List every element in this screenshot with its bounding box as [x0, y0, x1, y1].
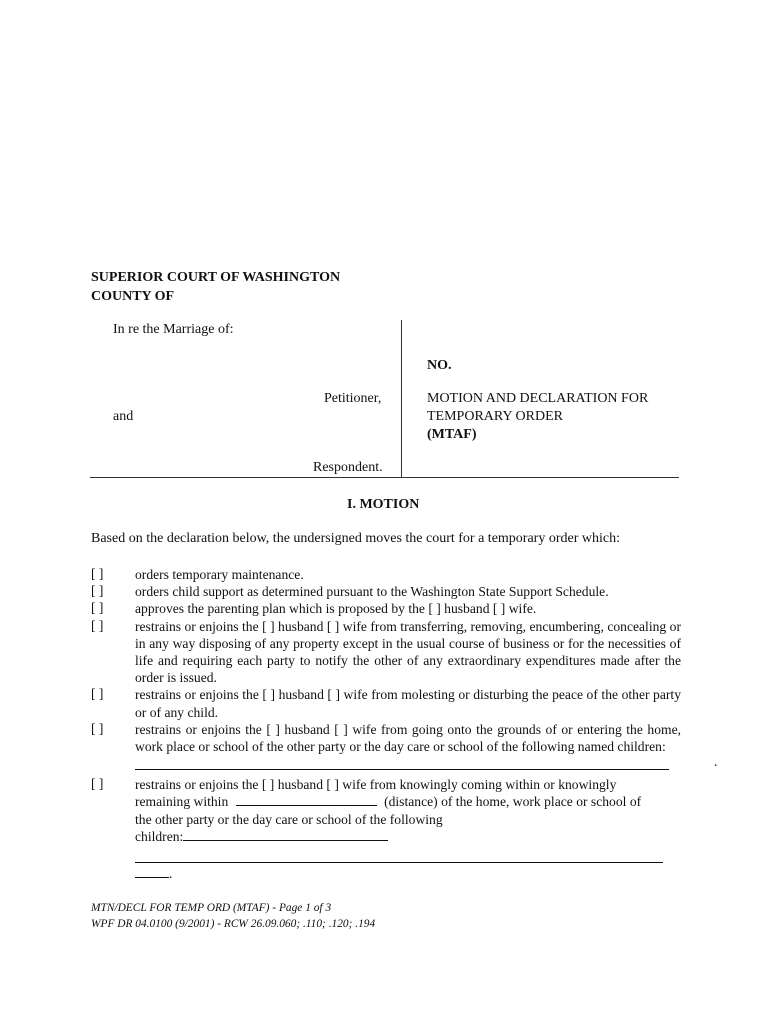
item7-line3: the other party or the day care or school of the following [135, 811, 443, 827]
checkbox[interactable]: [ ] [91, 686, 104, 702]
court-name: SUPERIOR COURT OF WASHINGTON [91, 270, 341, 285]
motion-item [91, 618, 681, 687]
caption-divider-horizontal [90, 477, 679, 478]
motion-item-text: restrains or enjoins the [ ] husband [ ] wife from molesting or disturbing the peace of the other party or of any child. [135, 687, 681, 720]
children-field[interactable] [183, 829, 388, 841]
motion-item [91, 721, 681, 755]
motion-item-text: orders child support as determined pursuant to the Washington State Support Schedule. [135, 584, 609, 600]
item7-line2-start: remaining within [135, 794, 229, 810]
motion-item-text [135, 776, 681, 845]
item7-line4 [135, 828, 681, 845]
court-header [91, 268, 340, 306]
motion-item [91, 583, 681, 600]
checkbox[interactable]: [ ] [91, 583, 104, 599]
motion-items [91, 566, 718, 882]
motion-item [91, 776, 681, 845]
motion-item [91, 600, 681, 617]
item7-line2 [135, 793, 681, 810]
checkbox[interactable]: [ ] [91, 776, 104, 792]
field-period: . [169, 866, 173, 882]
checkbox[interactable]: [ ] [91, 566, 104, 581]
motion-item-text: restrains or enjoins the [ ] husband [ ] wife from transferring, removing, encumbering, concealing or in any way disposing of any property except in the usual course of business or for the necessities of life and requiring each party to notify the other of any extraordinary expenditures made after the order is issued. [135, 618, 681, 686]
section-heading-motion: I. MOTION [347, 497, 420, 512]
motion-item-text: approves the parenting plan which is proposed by the [ ] husband [ ] wife. [135, 601, 537, 617]
document-title-line1: MOTION AND DECLARATION FOR [427, 391, 649, 406]
motion-item [91, 566, 681, 583]
caption-divider-vertical [401, 320, 402, 478]
and-label: and [113, 409, 134, 424]
checkbox[interactable]: [ ] [91, 720, 104, 736]
in-re-label: In re the Marriage of: [113, 322, 234, 337]
respondent-label: Respondent. [313, 460, 383, 475]
item7-line2-end: (distance) of the home, work place or school of [384, 794, 642, 810]
distance-field[interactable] [236, 794, 377, 806]
motion-item-text: orders temporary maintenance. [135, 567, 304, 582]
children-continuation-field-short[interactable] [135, 866, 169, 878]
field-period: . [714, 754, 718, 770]
case-number-label: NO. [427, 358, 452, 373]
item7-children-label: children: [135, 828, 184, 844]
petitioner-label: Petitioner, [324, 391, 382, 406]
children-continuation-field[interactable] [135, 851, 663, 863]
children-names-field[interactable] [135, 754, 718, 770]
item7-line1: restrains or enjoins the [ ] husband [ ] wife from knowingly coming within or knowingly [135, 777, 617, 793]
footer-form-title: MTN/DECL FOR TEMP ORD (MTAF) - Page 1 of 3 [91, 902, 332, 914]
document-title-line2: TEMPORARY ORDER [427, 409, 564, 424]
motion-intro: Based on the declaration below, the undersigned moves the court for a temporary order which: [91, 531, 620, 546]
county-label: COUNTY OF [91, 289, 175, 304]
footer-form-reference: WPF DR 04.0100 (9/2001) - RCW 26.09.060; .110; .120; .194 [91, 918, 376, 930]
motion-item [91, 686, 681, 720]
children-continuation-end [135, 866, 681, 880]
checkbox[interactable]: [ ] [91, 600, 104, 616]
document-code: (MTAF) [427, 427, 477, 442]
checkbox[interactable]: [ ] [91, 617, 104, 633]
motion-item-text: restrains or enjoins the [ ] husband [ ] wife from going onto the grounds of or entering the home, work place or school of the other party or the day care or school of the following named children: [135, 721, 681, 755]
